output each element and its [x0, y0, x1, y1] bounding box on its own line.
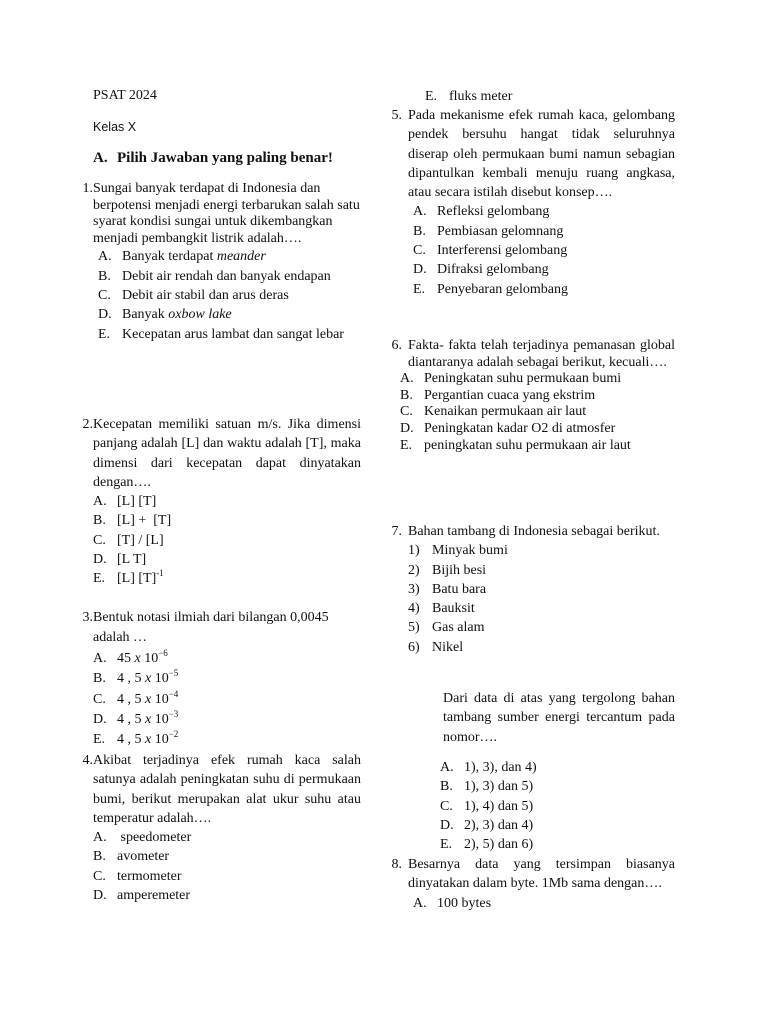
base: 10	[144, 650, 159, 666]
option-e[interactable]	[93, 730, 361, 750]
option-d[interactable]	[440, 816, 675, 835]
mantissa: 4 , 5	[117, 712, 142, 728]
class-label: Kelas X	[93, 120, 137, 134]
option-text: [T] / [L]	[117, 532, 164, 548]
option-text: peningkatan suhu permukaan air laut	[424, 437, 631, 453]
question-stem: Kecepatan memiliki satuan m/s. Jika dimensi panjang adalah [L] dan waktu adalah [T], maka dimensi dari kecepatan dapat dinyatakan dengan….	[93, 417, 361, 490]
list-number: 2)	[408, 562, 420, 578]
list-number: 5)	[408, 620, 420, 636]
option-letter: B.	[440, 779, 453, 795]
option-d[interactable]	[413, 260, 675, 279]
option-e[interactable]	[400, 438, 675, 455]
option-d[interactable]	[93, 886, 361, 905]
mantissa: 4 , 5	[117, 691, 142, 707]
option-text: Banyak	[122, 307, 169, 323]
question-stem: Sungai banyak terdapat di Indonesia dan berpotensi menjadi energi terbarukan salah satu syarat kondisi sungai untuk dikembangkan menjadi pembangkit listrik adalah….	[93, 181, 360, 246]
option-c[interactable]	[93, 531, 361, 550]
question-number: 1.	[82, 181, 93, 196]
option-text: fluks meter	[449, 89, 513, 104]
question-7-paragraph: Dari data di atas yang tergolong bahan tambang sumber energi tercantum pada nomor….	[443, 691, 675, 745]
option-text: [L] [T]	[117, 571, 157, 587]
option-text: Pembiasan gelomnang	[437, 223, 564, 239]
option-letter: A.	[440, 760, 454, 775]
option-letter: B.	[93, 513, 106, 529]
option-letter: A.	[413, 895, 427, 911]
option-letter: D.	[93, 552, 107, 568]
question-4	[51, 751, 361, 905]
question-3	[51, 608, 361, 751]
list-item-3	[408, 580, 675, 599]
option-text: Debit air stabil dan arus deras	[122, 287, 289, 303]
exponent: −6	[158, 647, 168, 658]
option-letter: C.	[98, 287, 111, 303]
question-8	[378, 855, 675, 913]
question-stem: Besarnya data yang tersimpan biasanya dinyatakan dalam byte. 1Mb sama dengan….	[408, 857, 675, 892]
option-superscript: -1	[156, 568, 164, 579]
exponent: −2	[168, 729, 179, 740]
option-letter: D.	[93, 888, 107, 904]
option-b[interactable]	[413, 222, 675, 241]
option-text: Peningkatan kadar O2 di atmosfer	[424, 420, 616, 436]
section-title: Pilih Jawaban yang paling benar!	[117, 150, 333, 166]
option-letter: D.	[440, 817, 454, 833]
option-e[interactable]	[440, 835, 675, 854]
list-item-1	[408, 541, 675, 560]
section-label: A.	[93, 150, 108, 166]
option-letter: B.	[93, 671, 106, 687]
question-stem: Akibat terjadinya efek rumah kaca salah satunya adalah peningkatan suhu di permukaan bumi, berikut merupakan alat ukur suhu atau temperatur adalah….	[93, 753, 361, 826]
question-number: 5.	[391, 108, 402, 123]
option-text: speedometer	[117, 830, 192, 846]
question-7-options	[378, 758, 675, 854]
option-letter: B.	[400, 387, 413, 403]
option-a[interactable]	[413, 894, 675, 913]
option-letter: D.	[400, 420, 414, 436]
list-item-4	[408, 599, 675, 618]
option-a[interactable]	[440, 758, 675, 777]
option-text: avometer	[117, 849, 170, 865]
option-letter: A.	[93, 494, 107, 510]
option-text: Peningkatan suhu permukaan bumi	[424, 371, 622, 387]
option-letter: B.	[93, 849, 106, 865]
option-text: Interferensi gelombang	[437, 243, 568, 259]
option-text: Banyak terdapat	[122, 249, 217, 265]
option-text: Refleksi gelombang	[437, 204, 550, 220]
option-a[interactable]	[413, 202, 675, 221]
option-b[interactable]	[93, 511, 361, 530]
question-stem: Bentuk notasi ilmiah dari bilangan 0,0045 adalah …	[93, 610, 329, 646]
option-text: Penyebaran gelombang	[437, 281, 569, 297]
mantissa: 45	[117, 650, 131, 666]
option-c[interactable]	[440, 797, 675, 816]
option-text: [L] + [T]	[117, 513, 172, 529]
question-number: 6.	[391, 338, 402, 353]
question-6	[378, 338, 675, 454]
list-item-6	[408, 638, 675, 657]
base: 10	[154, 671, 169, 687]
option-text-italic: oxbow lake	[168, 307, 232, 323]
question-4-continued	[378, 87, 675, 106]
option-d[interactable]	[93, 550, 361, 569]
option-d[interactable]	[93, 710, 361, 730]
option-letter: E.	[98, 326, 111, 342]
option-letter: C.	[413, 243, 426, 259]
times-sign: x	[145, 712, 152, 728]
option-a[interactable]	[400, 371, 675, 388]
option-a[interactable]	[93, 492, 361, 511]
question-number: 2.	[82, 417, 93, 432]
exponent: −3	[168, 709, 179, 720]
question-stem: Pada mekanisme efek rumah kaca, gelombang pendek bersuhu hangat tidak seluruhnya diserap oleh permukaan bumi namun sebagian dipantulkan kembali menuju ruang angkasa, atau secara istilah disebut konsep….	[408, 108, 675, 201]
option-c[interactable]	[400, 404, 675, 421]
option-letter: A.	[93, 650, 107, 666]
option-text: 100 bytes	[437, 895, 492, 911]
option-letter: C.	[400, 404, 413, 420]
list-item-2	[408, 561, 675, 580]
option-e[interactable]	[98, 325, 361, 344]
base: 10	[154, 732, 169, 748]
question-1	[51, 181, 361, 344]
option-letter: C.	[93, 532, 106, 548]
question-stem: Bahan tambang di Indonesia sebagai berikut.	[408, 524, 660, 539]
option-e[interactable]	[425, 87, 675, 106]
option-a[interactable]	[93, 828, 361, 847]
option-letter: B.	[98, 268, 111, 284]
option-letter: A.	[98, 249, 112, 265]
option-letter: D.	[93, 712, 107, 728]
list-text: Bijih besi	[432, 562, 487, 578]
list-text: Nikel	[432, 639, 464, 655]
option-a[interactable]	[98, 247, 361, 266]
option-text: amperemeter	[117, 888, 191, 904]
question-number: 8.	[391, 857, 402, 872]
option-text: 1), 3), dan 4)	[464, 760, 537, 775]
question-number: 7.	[391, 524, 402, 539]
option-text: 2), 3) dan 4)	[464, 817, 534, 833]
base: 10	[154, 712, 169, 728]
question-stem: Fakta- fakta telah terjadinya pemanasan global diantaranya adalah sebagai berikut, kecuali….	[408, 338, 675, 370]
option-text: [L T]	[117, 552, 147, 568]
option-letter: E.	[93, 732, 106, 748]
base: 10	[154, 691, 169, 707]
question-number: 4.	[82, 753, 93, 768]
option-letter: D.	[413, 262, 427, 278]
mantissa: 4 , 5	[117, 671, 142, 687]
option-text: Kenaikan permukaan air laut	[424, 404, 587, 420]
list-text: Batu bara	[432, 581, 487, 597]
option-text: Kecepatan arus lambat dan sangat lebar	[122, 326, 344, 342]
exponent: −5	[168, 668, 179, 679]
list-number: 1)	[408, 543, 420, 559]
option-a[interactable]	[93, 649, 361, 669]
list-item-5	[408, 618, 675, 637]
option-b[interactable]	[93, 847, 361, 866]
option-text-italic: meander	[216, 249, 266, 265]
option-c[interactable]	[93, 867, 361, 886]
exponent: −4	[168, 688, 179, 699]
list-text: Bauksit	[432, 601, 475, 617]
option-letter: E.	[400, 437, 413, 453]
list-number: 4)	[408, 601, 420, 617]
option-letter: C.	[93, 868, 106, 884]
option-letter: B.	[413, 223, 426, 239]
times-sign: x	[134, 650, 141, 666]
option-c[interactable]	[93, 690, 361, 710]
list-number: 3)	[408, 581, 420, 597]
list-text: Gas alam	[432, 620, 485, 636]
option-c[interactable]	[98, 286, 361, 305]
option-letter: A.	[400, 371, 414, 387]
option-text: 1), 4) dan 5)	[464, 798, 534, 814]
option-letter: E.	[413, 281, 426, 297]
section-heading	[93, 150, 361, 167]
option-text: Debit air rendah dan banyak endapan	[122, 268, 331, 284]
option-c[interactable]	[413, 241, 675, 260]
option-b[interactable]	[98, 267, 361, 286]
option-letter: C.	[440, 798, 453, 814]
option-letter: D.	[98, 307, 112, 323]
times-sign: x	[145, 671, 152, 687]
question-7	[378, 522, 675, 657]
option-letter: E.	[93, 571, 106, 587]
option-d[interactable]	[98, 305, 361, 324]
option-text: 2), 5) dan 6)	[464, 837, 534, 853]
option-letter: E.	[425, 89, 438, 104]
option-text: 1), 3) dan 5)	[464, 779, 534, 795]
option-letter: A.	[93, 830, 107, 846]
option-b[interactable]	[400, 388, 675, 405]
option-letter: E.	[440, 837, 453, 853]
option-e[interactable]	[93, 569, 361, 588]
list-text: Minyak bumi	[432, 543, 508, 559]
option-text: Difraksi gelombang	[437, 262, 549, 278]
question-5	[378, 106, 675, 299]
option-letter: C.	[93, 691, 106, 707]
exam-title: PSAT 2024	[93, 88, 157, 103]
times-sign: x	[145, 691, 152, 707]
list-number: 6)	[408, 639, 420, 655]
question-2	[51, 415, 361, 589]
question-number: 3.	[82, 610, 93, 625]
mantissa: 4 , 5	[117, 732, 142, 748]
option-letter: A.	[413, 204, 427, 220]
times-sign: x	[145, 732, 152, 748]
option-d[interactable]	[400, 421, 675, 438]
option-text: Pergantian cuaca yang ekstrim	[424, 387, 596, 403]
option-b[interactable]	[440, 777, 675, 796]
option-e[interactable]	[413, 280, 675, 299]
option-b[interactable]	[93, 669, 361, 689]
option-text: [L] [T]	[117, 494, 157, 510]
option-text: termometer	[117, 868, 182, 884]
